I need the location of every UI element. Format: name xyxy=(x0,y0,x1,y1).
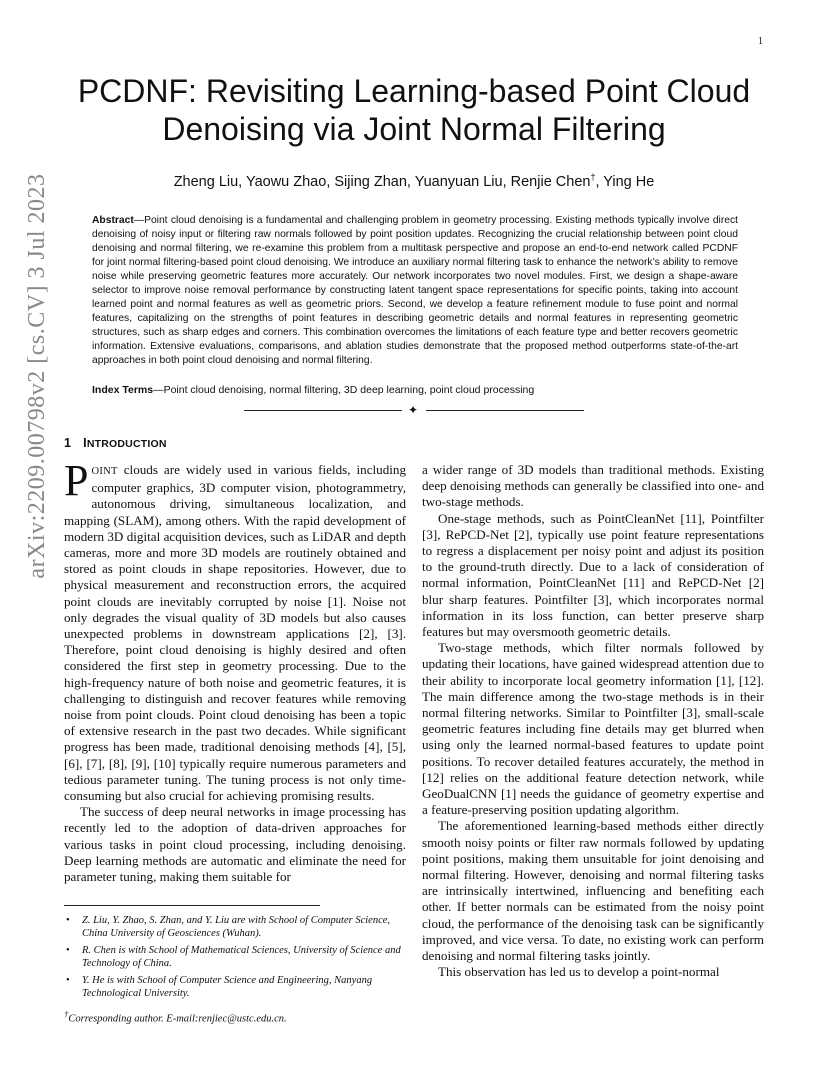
footnotes xyxy=(64,914,406,1026)
paragraph: Two-stage methods, which filter normals followed by updating their locations, have gained widespread attention due to their ability to incorporate local geometry information [1], [12]. The main difference among the two-stage methods is in their normal filtering networks. Similar to Pointfilter [3], small-scale geometric features including fine details may get blurred when using only the learned normal-based features to update point positions. To recover detailed features accurately, the method in [12] relies on the additional feature detection network, while GeoDualCNN [1] needs the guidance of geometry expertise and a feature-preserving position updating algorithm. xyxy=(422,640,764,818)
corresponding-author-note xyxy=(64,1008,406,1026)
bullet-icon: • xyxy=(66,975,70,986)
title-line-1: PCDNF: Revisiting Learning-based Point Cloud xyxy=(77,73,751,109)
footnote-item xyxy=(64,974,406,1000)
right-column xyxy=(422,462,764,981)
footnote-rule xyxy=(64,905,320,906)
bullet-icon: • xyxy=(66,915,70,926)
footnote-item xyxy=(64,944,406,970)
paragraph: The aforementioned learning-based methods either directly smooth noisy points or filter raw normals followed by updating point positions, making them unsuitable for joint denoising and normal filtering. However, denoising and normal filtering tasks are intrinsically intertwined, influencing and benefiting each other. If better normals can be estimated from the noisy point cloud, the performance of the denoising task can be significantly improved, and vice versa. To date, no existing work can perform denoising and normal filtering tasks jointly. xyxy=(422,818,764,964)
section-divider xyxy=(244,403,584,417)
page-number: 1 xyxy=(758,36,763,47)
section-title-first-letter: I xyxy=(83,436,87,450)
footnote-text: Y. He is with School of Computer Science and Engineering, Nanyang Technological University. xyxy=(82,975,373,999)
footnote-item xyxy=(64,914,406,940)
section-heading xyxy=(64,436,167,450)
author-list xyxy=(40,172,788,190)
dagger-mark: † xyxy=(64,1009,69,1019)
paper-title xyxy=(40,72,788,148)
paragraph: This observation has led us to develop a point-normal xyxy=(438,964,720,980)
authors-tail: , Ying He xyxy=(595,173,655,190)
section-title-rest: NTRODUCTION xyxy=(86,438,167,450)
paragraph-text: clouds are widely used in various fields, including computer graphics, 3D computer vision, photogrammetry, autonomous driving, simultaneous localization, and mapping (SLAM), among others. With the rapid development of modern 3D digital acquisition devices, such as LiDAR and depth cameras, more and more 3D models are routinely obtained and stored as point clouds in shape repositories. However, due to physical measurement and reconstruction errors, the acquired point clouds are inevitably corrupted by noise [1]. Noise not only degrades the visual quality of 3D models but also causes unexpected problems in downstream applications [2], [3]. Therefore, point cloud denoising is highly desired and often considered the first step in geometry processing. Due to the high-frequency nature of both noise and geometric features, it is challenging to distinguish and recover features while removing noise from point clouds. Point cloud denoising has been a topic of extensive research in the past two decades. While significant progress has been made, traditional denoising methods [4], [5], [6], [7], [8], [9], [10] typically require numerous parameters and tedious parameter tuning. The tuning process is not only time-consuming but also crucial for achieving promising results. xyxy=(64,462,406,804)
index-terms-text: —Point cloud denoising, normal filtering, 3D deep learning, point cloud processing xyxy=(153,384,535,396)
divider-rule-right xyxy=(426,410,584,411)
title-line-2: Denoising via Joint Normal Filtering xyxy=(162,111,666,147)
footnote-text: Z. Liu, Y. Zhao, S. Zhan, and Y. Liu are with School of Computer Science, China University of Geosciences (Wuhan). xyxy=(82,915,391,939)
section-number: 1 xyxy=(64,436,72,450)
abstract xyxy=(92,214,738,368)
paragraph: a wider range of 3D models than traditional methods. Existing deep denoising methods can generally be classified into one- and two-stage methods. xyxy=(422,462,764,510)
footnote-text: R. Chen is with School of Mathematical Sciences, University of Science and Technology of China. xyxy=(82,945,401,969)
corresponding-mark: † xyxy=(590,172,596,182)
left-column xyxy=(64,456,406,885)
diamond-ornament-icon: ✦ xyxy=(408,403,419,417)
index-terms-label: Index Terms xyxy=(92,384,154,396)
bullet-icon: • xyxy=(66,945,70,956)
paragraph xyxy=(64,456,406,804)
index-terms xyxy=(92,384,738,396)
paragraph: The success of deep neural networks in image processing has recently led to the adoption of data-driven approaches for various tasks in point cloud processing, including denoising. Deep learning methods are automatic and eliminate the need for parameter tuning, making them suitable for xyxy=(64,804,406,885)
divider-rule-left xyxy=(244,410,402,411)
first-word-smallcaps: OINT xyxy=(91,466,118,477)
arxiv-identifier-stamp: arXiv:2209.00798v2 [cs.CV] 3 Jul 2023 xyxy=(24,173,50,579)
paragraph: One-stage methods, such as PointCleanNet [11], Pointfilter [3], RePCD-Net [2], typically use point feature representations to regress a displacement per noisy point and adjust its position to the ground-truth directly. Due to a lack of consideration of normal information, PointCleanNet [11] and RePCD-Net [2] blur sharp features. Pointfilter [3], which incorporates normal information in its loss function, can better preserve sharp features but may oversmooth geometric details. xyxy=(422,510,764,640)
drop-cap: P xyxy=(64,456,89,505)
abstract-label: Abstract xyxy=(92,215,134,226)
corresponding-text: Corresponding author. E-mail:renjiec@ustc.edu.cn. xyxy=(68,1013,287,1025)
abstract-text: —Point cloud denoising is a fundamental and challenging problem in geometry processing. Existing methods typically involve direct denoising of noisy input or filtering raw normals followed by point position updates. Recognizing the crucial relationship between point cloud denoising and normal filtering, we re-examine this problem from a multitask perspective and propose an end-to-end network called PCDNF for joint normal filtering-based point cloud denoising. We introduce an auxiliary normal filtering task to enhance the network’s ability to remove noise while preserving geometric features more accurately. Our network incorporates two novel modules. First, we design a shape-aware selector to improve noise removal performance by constructing latent tangent space representations for specific points, taking into account learned point and normal features as well as geometric priors. Second, we develop a feature refinement module to fuse point and normal features, capitalizing on the strengths of point features in describing geometric details and normal features in representing geometric structures, such as sharp edges and corners. This combination overcomes the limitations of each feature type and better recovers geometric information. Extensive evaluations, comparisons, and ablation studies demonstrate that the proposed method outperforms state-of-the-art approaches in both point cloud denoising and normal filtering. xyxy=(92,215,738,366)
authors-text: Zheng Liu, Yaowu Zhao, Sijing Zhan, Yuanyuan Liu, Renjie Chen xyxy=(173,173,591,190)
